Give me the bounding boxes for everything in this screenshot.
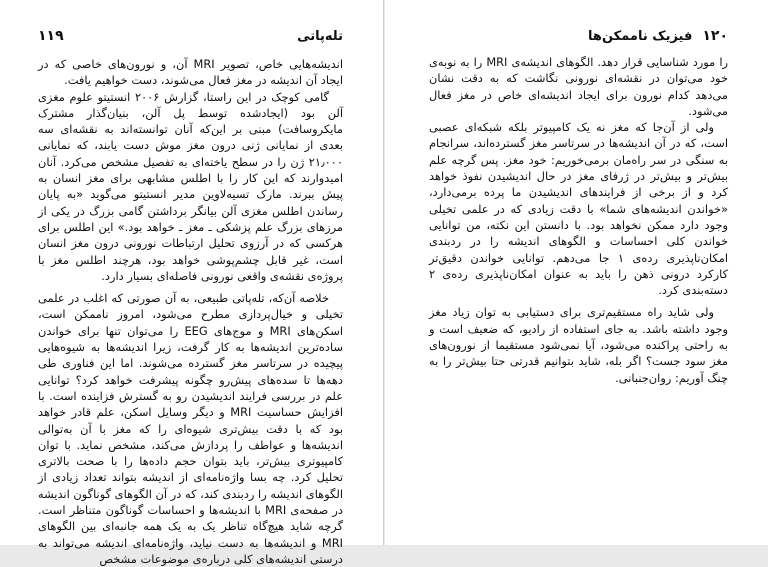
left-page-body bbox=[38, 56, 344, 566]
right-page-body bbox=[429, 54, 728, 539]
paragraph: گامی کوچک در این راستا، گزارش ۲۰۰۶ انستیتو علوم مغزی آلن بود (ایجادشده توسط پل آلن، بنیان‌گذار مشترک مایکروسافت) مبنی بر این‌که آنان توانسته‌اند به نقشه‌ای سه بعدی از نمایانی ژنی درون مغز موش دست یابند، که نمایانی ۲۱٫۰۰۰ ژن را در سطح یاخته‌ای به تفصیل مشخص می‌کرد. آنان امیدوارند که این کار را با اطلس مشابهی برای مغز انسان به پیش ببرند. مارک تسیه‌لاوین مدیر انستیتو می‌گوید «به پایان رساندن اطلس مغزی آلن بیانگر برداشتن گامی بزرگ در یکی از مرزهای بزرگ علم پزشکی ـ مغز ـ خواهد بود.» این اطلس برای هرکسی که در آرزوی تحلیل ارتباطات نورونی درون مغز انسان است، غیر قابل چشم‌پوشی خواهد بود، هرچند اطلس مغز با پروژه‌ی نقشه‌ی واقعی نورونی فاصله‌ای بسیار دارد. bbox=[38, 89, 343, 283]
left-page bbox=[0, 0, 384, 566]
paragraph: خلاصه آن‌که، تله‌پاتی طبیعی، به آن صورتی که اغلب در علمی تخیلی و خیال‌پردازی مطرح می‌شود، امروز ناممکن است، اسکن‌های MRI و موج‌های EEG را می‌توان تنها برای خواندن ساده‌ترین اندیشه‌ها به کار گرفت، زیرا اندیشه‌ها به شیوه‌هایی پیچیده در سرتاسر مغز گسترده می‌شوند. اما این فناوری طی دهه‌ها تا سده‌های پیش‌رو چگونه پیشرفت خواهد کرد؟ توانایی علم در بررسی فرایند اندیشیدن رو به گسترش فزاینده است. با افزایش حساسیت MRI و دیگر وسایل اسکن، علم قادر خواهد بود که با دقت بیش‌تری شیوه‌ای را که مغز با آن به‌توالی اندیشه‌ها و عواطف را پردازش می‌کند، مشخص نماید. با توان کامپیوتری بیش‌تر، باید بتوان حجم داده‌ها را با صحت بالاتری تحلیل کرد. چه بسا واژه‌نامه‌ای از اندیشه بتواند تعداد زیادی از الگوهای اندیشه را ردبندی کند، که در آن الگوهای گوناگون اندیشه در صفحه‌ی MRI با اندیشه‌ها و احساسات گوناگون متناظر است. گرچه شاید هیچ‌گاه تناظر یک به یک همه جانبه‌ای بین الگوهای MRI و اندیشه‌ها به دست نیاید، واژه‌نامه‌ای اندیشه می‌تواند به درستی اندیشه‌های کلی درباره‌ی موضوعات مشخص bbox=[38, 291, 344, 566]
paragraph: ولی شاید راه مستقیم‌تری برای دستیابی به توان زیاد مغز وجود داشته باشد. به جای استفاده از رادیو، که ضعیف است و به راحتی پراکنده می‌شود، آیا نمی‌شود مستقیما از نورون‌های مغز سود جست؟ اگر بله، شاید بتوانیم قدرتی حتا بیش‌تر را به چنگ آوریم: روان‌جنبانی. bbox=[429, 305, 728, 385]
running-head: فیزیک ناممکن‌ها bbox=[588, 29, 693, 44]
right-page bbox=[385, 0, 768, 545]
running-head: تله‌پاتی bbox=[297, 29, 343, 44]
paragraph: اندیشه‌هایی خاص، تصویر MRI آن، و نورون‌های خاصی که در ایجاد آن اندیشه در مغز فعال می‌شوند، دست خواهیم یافت. bbox=[38, 57, 343, 88]
left-page-header bbox=[38, 28, 343, 44]
paragraph: ولی از آن‌جا که مغز نه یک کامپیوتر بلکه شبکه‌ای عصبی است، که در آن اندیشه‌ها در سرتاسر مغز گسترده‌اند، سرانجام به سنگی در سر راه‌مان برمی‌خوریم: خود مغز. پس گرچه علم بیش‌تر و بیش‌تر در ژرفای مغز در حال اندیشیدن نفوذ خواهد کرد و از برخی از فرایندهای اندیشیدن ما پرده برمی‌دارد، «خواندن اندیشه‌های شما» با دقت زیادی که در علمی تخیلی وجود دارد ممکن نخواهد بود. با دانستن این نکته، من توانایی خواندن کلی احساسات و الگوهای اندیشه را در ردبندی امکان‌ناپذیری رده‌ی ۱ جا می‌دهم. توانایی خواندن دقیق‌تر کارکرد درونی ذهن را باید به عنوان امکان‌ناپذیری رده‌ی ۲ دسته‌بندی کرد. bbox=[429, 120, 728, 298]
right-page-header bbox=[429, 28, 728, 44]
paragraph: را مورد شناسایی قرار دهد. الگوهای اندیشه‌ی MRI را به نوبه‌ی خود می‌توان در نقشه‌ای نورونی نگاشت که به دقت نشان می‌دهد کدام نورون برای ایجاد اندیشه‌ای خاص در مغز فعال می‌شود. bbox=[429, 55, 728, 118]
page-number: ۱۱۹ bbox=[38, 28, 64, 44]
page-number: ۱۲۰ bbox=[702, 28, 728, 44]
